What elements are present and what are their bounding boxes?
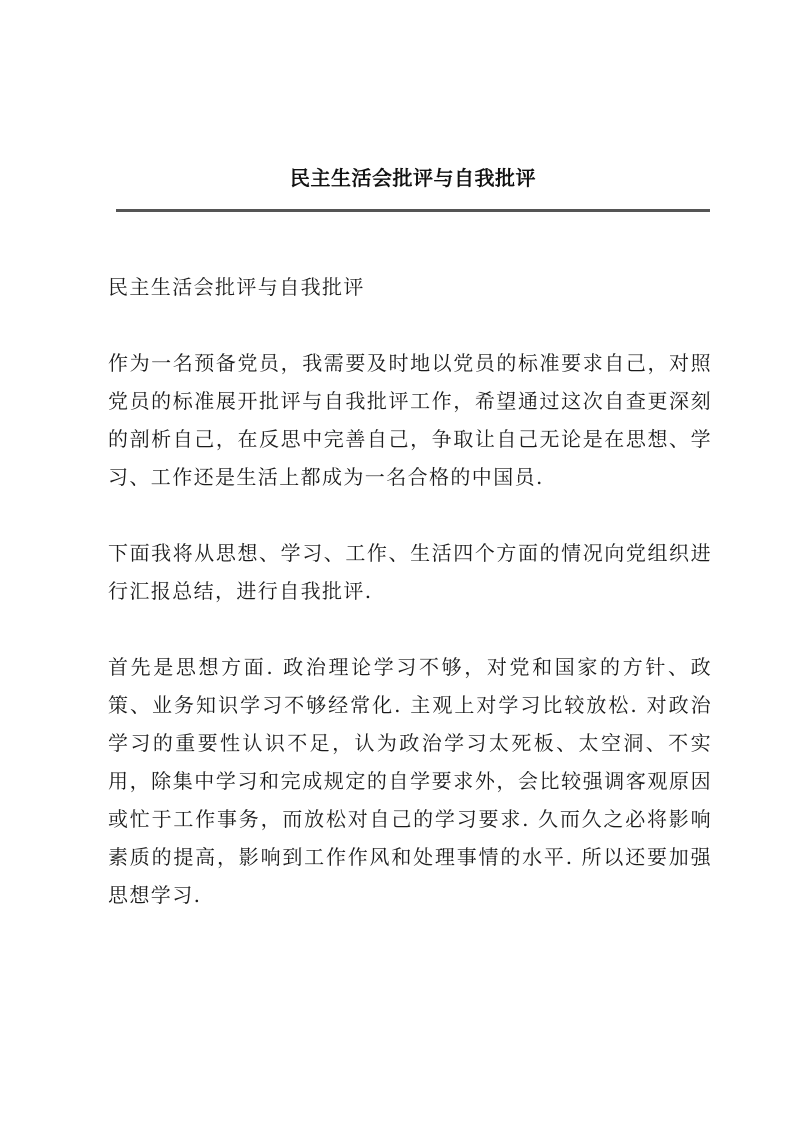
paragraph-intro: 作为一名预备党员，我需要及时地以党员的标准要求自己，对照党员的标准展开批评与自我批评工作，希望通过这次自查更深刻的剖析自己，在反思中完善自己，争取让自己无论是在思想、学习、工作还是生活上都成为一名合格的中国员.: [108, 351, 712, 489]
page-title: 民主生活会批评与自我批评: [290, 166, 536, 190]
document-header: [116, 158, 710, 212]
paragraph-heading: 民主生活会批评与自我批评: [108, 275, 365, 299]
paragraph-thought: 首先是思想方面. 政治理论学习不够，对党和国家的方针、政策、业务知识学习不够经常化. 主观上对学习比较放松. 对政治学习的重要性认识不足，认为政治学习太死板、太空洞、不实用，除集中学习和完成规定的自学要求外，会比较强调客观原因或忙于工作事务，而放松对自己的学习要求. 久而久之必将影响素质的提高，影响到工作作风和处理事情的水平. 所以还要加强思想学习.: [108, 655, 712, 907]
title-divider: [116, 209, 710, 212]
paragraph-overview: 下面我将从思想、学习、工作、生活四个方面的情况向党组织进行汇报总结，进行自我批评.: [108, 541, 712, 603]
document-body: [108, 268, 712, 952]
